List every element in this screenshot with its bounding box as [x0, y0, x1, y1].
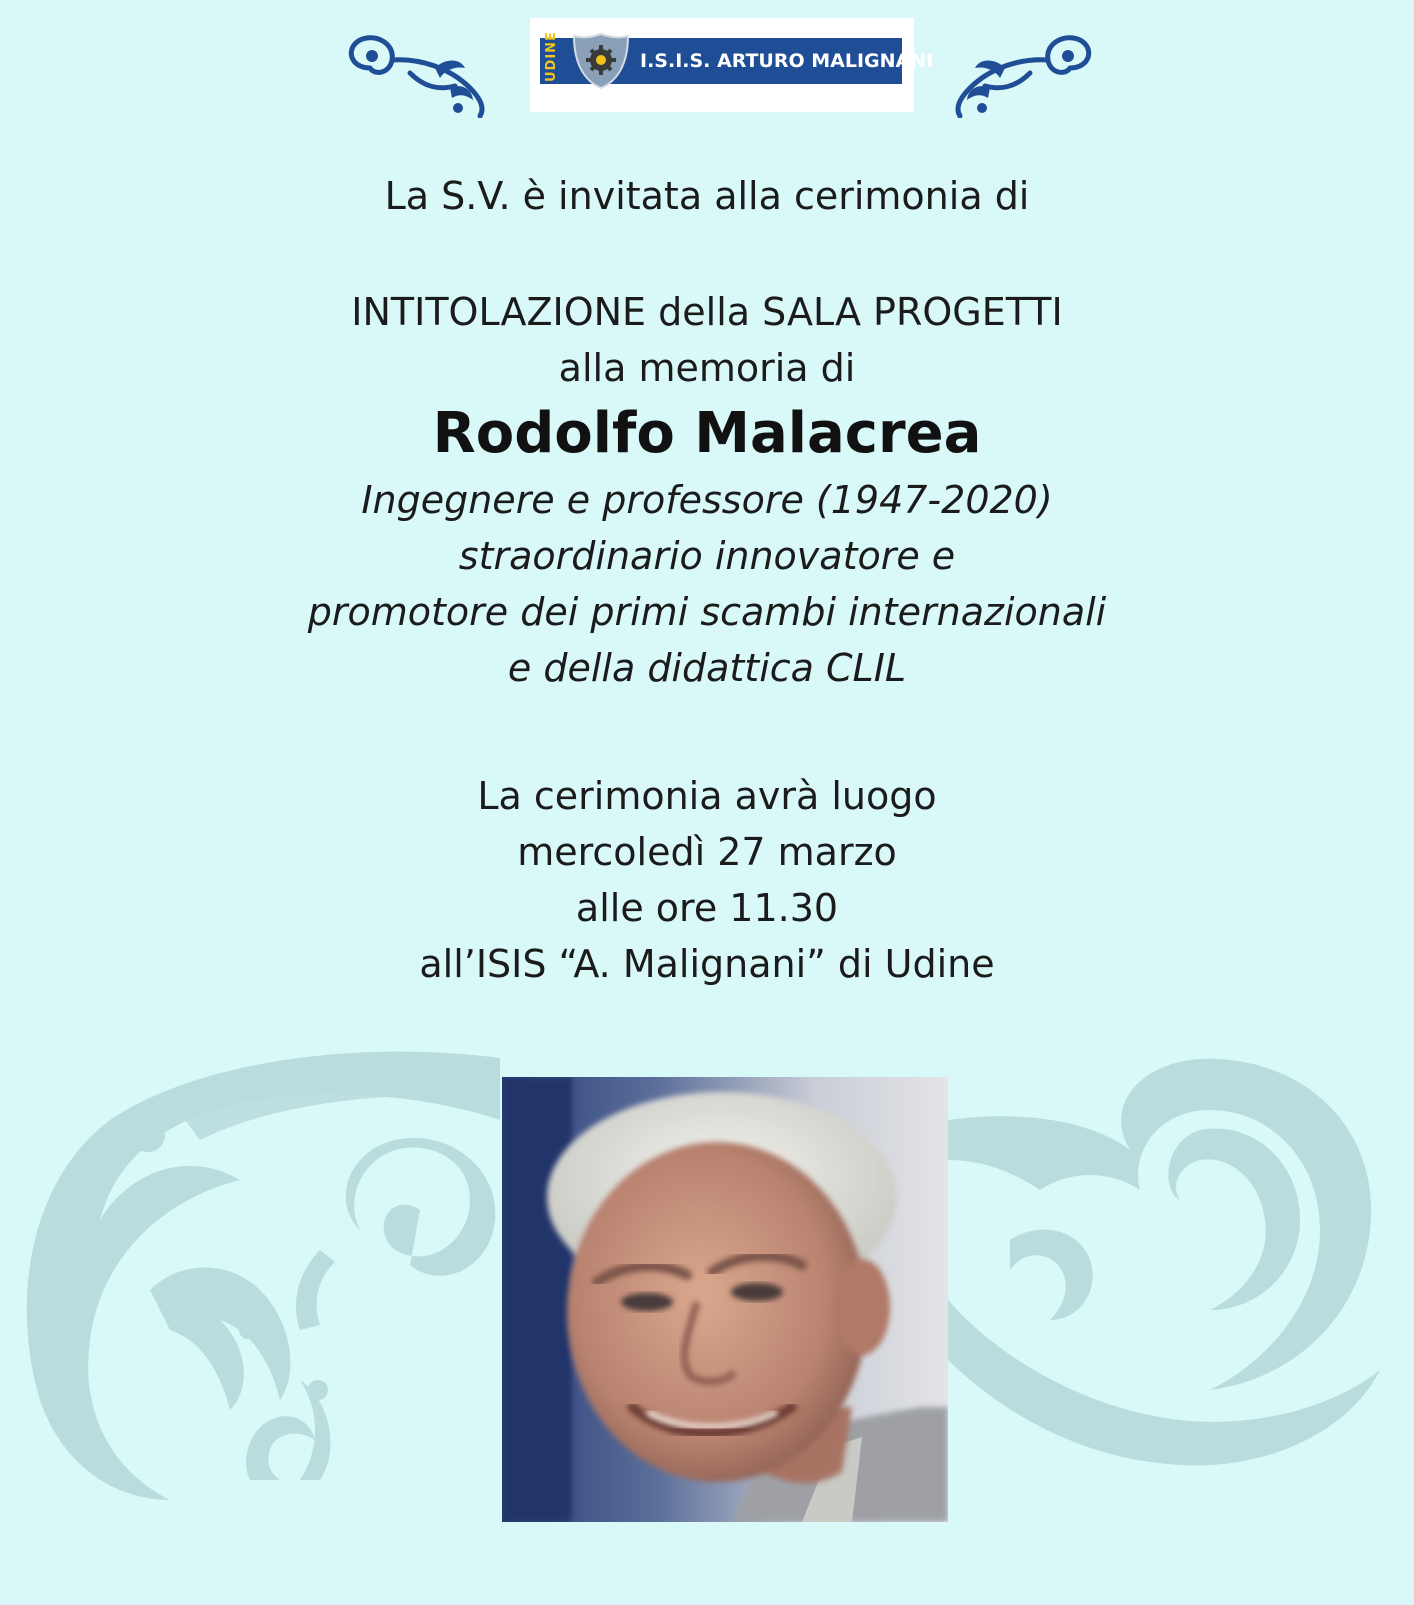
flourish-right-ornament [940, 28, 1100, 118]
shield-gear-icon [572, 30, 630, 92]
event-line: La cerimonia avrà luogo [477, 774, 937, 818]
description-line: promotore dei primi scambi internazionali [307, 590, 1107, 634]
dedication-title: INTITOLAZIONE della SALA PROGETTI [351, 290, 1063, 334]
intro-block [0, 168, 1414, 224]
dedication-block [0, 284, 1414, 696]
honoree-name: Rodolfo Malacrea [432, 401, 982, 466]
event-date: mercoledì 27 marzo [517, 830, 897, 874]
event-details [0, 768, 1414, 992]
logo-city-label: UDINE [544, 31, 559, 82]
header [0, 18, 1414, 118]
event-location: all’ISIS “A. Malignani” di Udine [419, 942, 995, 986]
school-logo [530, 18, 934, 112]
memory-line: alla memoria di [558, 346, 856, 390]
event-time: alle ore 11.30 [575, 886, 839, 930]
description-line: e della didattica CLIL [507, 646, 907, 690]
description-line: straordinario innovatore e [458, 534, 956, 578]
logo-banner [540, 31, 934, 84]
description-line: Ingegnere e professore (1947-2020) [361, 478, 1053, 522]
portrait-photo [502, 1077, 948, 1522]
invitation-intro: La S.V. è invitata alla cerimonia di [384, 174, 1030, 218]
flourish-left-ornament [340, 28, 500, 118]
logo-school-name: I.S.I.S. ARTURO MALIGNANI [640, 50, 934, 72]
